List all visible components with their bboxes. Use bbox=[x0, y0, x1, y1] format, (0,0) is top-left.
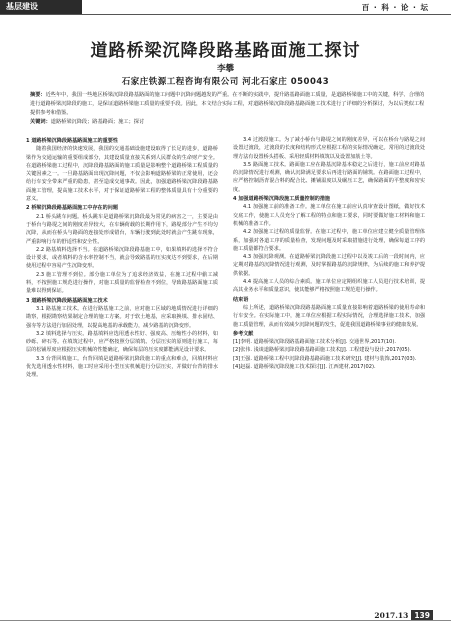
section-heading: 结束语 bbox=[233, 296, 249, 303]
body-column-left bbox=[26, 136, 218, 598]
keywords-label: 关键词： bbox=[30, 119, 51, 125]
reference-item: [1]李明. 道路桥梁沉降段路基路面施工技术分析[J]. 交通世界,2017(10). bbox=[233, 339, 396, 346]
section-heading: 4 加强道路桥梁沉降段施工质量控制的措施 bbox=[233, 196, 331, 203]
abstract-text: 近些年中，我国一些地区桥梁沉降段路基路面的施工问题中沉降问题越发的严重。在不断的实践中，提升路基路面施工质量，是道路桥梁施工中的关键，科学、合理的进行道路桥梁沉降段的施工，是保证道路桥梁施工质量的重要手段。因此，本文结合实际工程，对道路桥梁沉降段路基路面施工技术进行了详细的分析探讨，为以后类似工程提供参考和借鉴。 bbox=[30, 92, 425, 116]
body-paragraph: 4.3 加强沉降观测。在道路桥梁沉降段施工过程中以及竣工后的一段时间内，应定期对路基的沉降情况进行观测，及时掌握路基的沉降规律，为后续的施工和养护提供依据。 bbox=[233, 254, 425, 277]
masthead: 百 · 科 · 论 · 坛 bbox=[361, 3, 429, 12]
section-heading: 2 桥梁沉降段路基路面施工中存在的问题 bbox=[26, 205, 118, 212]
footer-rule bbox=[0, 620, 451, 621]
author: 李攀 bbox=[216, 64, 234, 74]
body-paragraph: 3.3 台背回填施工。台背回填是道路桥梁沉降段施工的重点和难点，回填材料应优先选用透水性材料，施工时应采用小型压实机械进行分层压实，并做好台背的排水处理。 bbox=[26, 355, 218, 379]
body-paragraph: 3.2 填料选择与压实。路基填料应选用透水性好、强度高、压缩性小的材料，如砂砾、碎石等。在填筑过程中，应严格按照分层填筑、分层压实的原则进行施工，每层的松铺厚度应根据压实机械的性能确定，确保每层的压实度都能满足设计要求。 bbox=[26, 330, 218, 354]
body-paragraph: 2.1 桥头跳车问题。桥头跳车是道路桥梁沉降段最为常见的病害之一，主要是由于桥台与路堤之间的刚度差异较大，在车辆荷载的长期作用下，路堤部分产生不均匀沉降，从而在桥头与路面的连接处形成错台，车辆行驶到此处时就会产生跳车现象，严重影响行车的舒适性和安全性。 bbox=[26, 213, 218, 245]
reference-item: [3]王强. 道路桥梁工程中沉降段路基路面施工技术研究[J]. 建材与装饰,2017(03). bbox=[233, 355, 417, 362]
body-paragraph: 3.1 路基施工技术。在进行路基施工之前，应对施工区域的地质情况进行详细的勘察，根据勘察结果制定合理的施工方案。对于软土地基，应采取换填、排水固结、强夯等方法进行加固处理，以提高地基的承载能力，减少路基的沉降变形。 bbox=[26, 305, 218, 329]
body-paragraph: 2.2 路基填料选择不当。在道路桥梁沉降段路基施工中，如果填料的选择不符合设计要求，或者填料的含水率控制不当，就会导致路基的压实度达不到要求，在后期使用过程中容易产生沉降变形。 bbox=[26, 246, 218, 270]
page-number: 139 bbox=[411, 610, 433, 621]
body-paragraph: 随着我国经济的快速发展，我国的交通基础设施建设取得了长足的进步，道路桥梁作为交通运输的重要组成部分，其建设质量直接关系到人民群众的生命财产安全。在道路桥梁施工过程中，沉降段路基路面的施工质量是影响整个道路桥梁工程质量的关键因素之一。一旦路基路面出现沉降问题，不仅会影响道路桥梁的正常使用，还会给行车安全带来严重的隐患，甚至造成交通事故。因此，加强道路桥梁沉降段路基路面施工管理，提高施工技术水平，对于保证道路桥梁工程的整体质量具有十分重要的意义。 bbox=[26, 146, 218, 203]
section-heading: 参考文献 bbox=[233, 330, 254, 337]
reference-item: [2]张伟. 浅谈道路桥梁沉降段路基路面施工技术[J]. 工程建设与设计,2017(05). bbox=[233, 347, 412, 354]
body-paragraph: 3.5 路面施工技术。路面施工应在路基沉降基本稳定之后进行，施工前应对路基的沉降情况进行观测，确认沉降满足要求后再进行路面的铺筑。在路面施工过程中，应严格控制沥青混合料的配合比、摊铺温度以及碾压工艺，确保路面的平整度和密实度。 bbox=[233, 161, 425, 193]
section-heading: 1 道路桥梁沉降段路基路面施工的重要性 bbox=[26, 138, 118, 144]
abstract bbox=[30, 91, 425, 118]
body-column-right bbox=[233, 136, 425, 598]
body-paragraph: 2.3 施工管理不到位。部分施工单位为了追求经济效益，在施工过程中偷工减料，不按照施工规范进行操作，对施工质量的监督检查不到位，导致路基路面施工质量难以得到保证。 bbox=[26, 271, 218, 295]
section-tag: 基层建设 bbox=[0, 0, 82, 14]
section-heading: 3 道路桥梁沉降段路基路面施工技术 bbox=[26, 297, 108, 304]
affiliation: 石家庄铁源工程咨询有限公司 河北石家庄 050043 bbox=[121, 77, 330, 87]
header-rule bbox=[0, 14, 451, 15]
body-paragraph: 3.4 过渡段施工。为了减小桥台与路堤之间的刚度差异，可以在桥台与路堤之间设置过渡段，过渡段的长度和结构形式应根据工程的实际情况确定。常用的过渡段处理方法有设置桥头搭板、采用轻质材料填筑以及设置加筋土等。 bbox=[233, 137, 425, 160]
body-paragraph: 4.2 加强施工过程的质量监督。在施工过程中，施工单位应建立健全质量管理体系，加强对各道工序的质量检查，发现问题及时采取措施进行处理，确保每道工序的施工质量都符合要求。 bbox=[233, 229, 425, 252]
issue-date: 2017.13 bbox=[374, 610, 409, 620]
article-title: 道路桥梁沉降段路基路面施工探讨 bbox=[90, 41, 361, 61]
body-paragraph: 4.4 提高施工人员的综合素质。施工单位应定期组织施工人员进行技术培训，提高其业务水平和质量意识，使其能够严格按照施工规范进行操作。 bbox=[233, 279, 425, 294]
body-paragraph: 4.1 加强施工前的准备工作。施工单位在施工前应认真审查设计图纸，做好技术交底工作，使施工人员充分了解工程的特点和施工要求，同时要做好施工材料和施工机械的准备工作。 bbox=[233, 204, 425, 227]
abstract-label: 摘要： bbox=[30, 92, 46, 98]
keywords bbox=[30, 118, 425, 126]
keywords-text: 道路桥梁沉降段；路基路面；施工；探讨 bbox=[50, 119, 145, 125]
reference-item: [4]赵磊. 道路桥梁沉降段施工技术探讨[J]. 江西建材,2017(02). bbox=[233, 364, 376, 371]
body-paragraph: 综上所述，道路桥梁沉降段路基路面施工质量直接影响着道路桥梁的使用寿命和行车安全。在实际施工中，施工单位应根据工程实际情况，合理选择施工技术，加强施工质量管理，从而有效减少沉降问题的发生，促进我国道路桥梁事业的健康发展。 bbox=[233, 304, 425, 328]
